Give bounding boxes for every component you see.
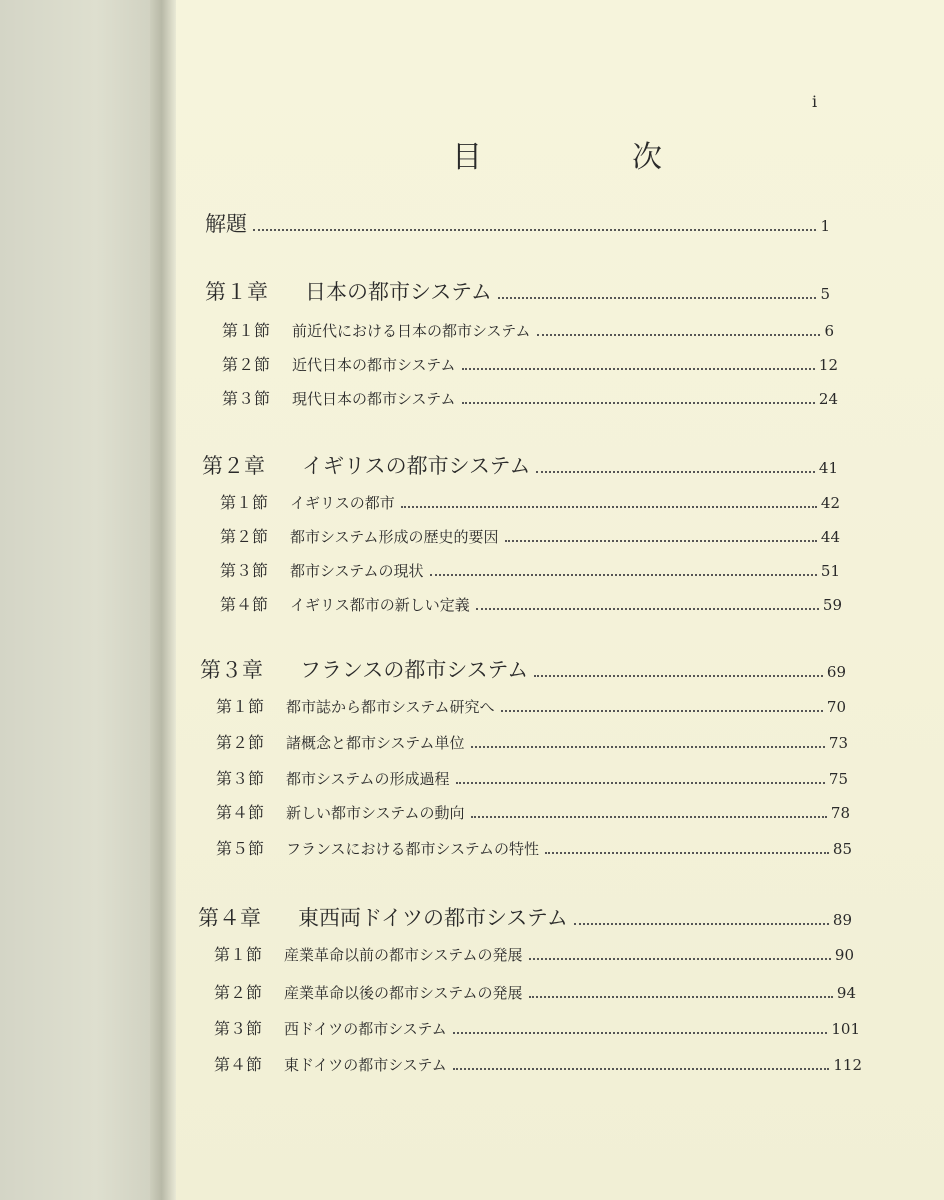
section-page: 75	[828, 770, 848, 788]
page-number: i	[812, 92, 818, 111]
section-number: 第４節	[216, 803, 265, 822]
section-page: 85	[832, 840, 852, 858]
section-title: フランスにおける都市システムの特性	[286, 840, 540, 858]
book-gutter	[150, 0, 176, 1200]
section-row	[216, 694, 846, 717]
section-title: 現代日本の都市システム	[292, 390, 456, 408]
section-title: 東ドイツの都市システム	[284, 1056, 447, 1074]
section-page: 112	[833, 1056, 862, 1074]
chapter-row	[202, 450, 838, 480]
section-number: 第１節	[222, 321, 271, 340]
section-row	[214, 1016, 860, 1039]
section-title: 産業革命以後の都市システムの発展	[284, 984, 523, 1002]
chapter-page: 41	[818, 459, 838, 477]
chapter-page: 89	[832, 911, 852, 929]
dot-leader	[505, 540, 817, 542]
section-number: 第２節	[214, 983, 263, 1002]
section-row	[216, 730, 848, 753]
section-page: 94	[836, 984, 856, 1002]
dot-leader	[534, 675, 823, 677]
section-number: 第１節	[214, 945, 263, 964]
dot-leader	[430, 574, 817, 576]
section-page: 51	[820, 562, 840, 580]
section-number: 第１節	[216, 697, 265, 716]
section-row	[216, 836, 852, 859]
dot-leader	[536, 471, 814, 473]
chapter-row	[198, 902, 852, 932]
section-number: 第３節	[216, 769, 265, 788]
section-title: 都市誌から都市システム研究へ	[286, 698, 495, 716]
dot-leader	[462, 402, 815, 404]
dot-leader	[529, 958, 831, 960]
section-title: 産業革命以前の都市システムの発展	[284, 946, 523, 964]
section-number: 第５節	[216, 839, 265, 858]
dot-leader	[462, 368, 815, 370]
section-row	[220, 592, 842, 615]
section-number: 第４節	[220, 595, 269, 614]
chapter-row	[205, 276, 830, 306]
section-page: 12	[818, 356, 838, 374]
section-title: 都市システム形成の歴史的要因	[290, 528, 499, 546]
dot-leader	[253, 229, 816, 231]
chapter-number: 第１章	[205, 280, 268, 304]
section-row	[222, 352, 838, 375]
section-title: 都市システムの形成過程	[286, 770, 450, 788]
section-page: 78	[830, 804, 850, 822]
section-row	[214, 980, 856, 1003]
dot-leader	[401, 506, 817, 508]
section-page: 90	[834, 946, 854, 964]
section-title: 諸概念と都市システム単位	[286, 734, 465, 752]
section-row	[220, 524, 840, 547]
dot-leader	[501, 710, 823, 712]
section-page: 24	[818, 390, 838, 408]
dot-leader	[476, 608, 819, 610]
section-row	[216, 800, 850, 823]
dot-leader	[545, 852, 829, 854]
section-title: イギリス都市の新しい定義	[290, 596, 470, 614]
dot-leader	[498, 297, 817, 299]
left-page	[0, 0, 160, 1200]
intro-label: 解題	[205, 212, 247, 236]
dot-leader	[529, 996, 833, 998]
section-page: 73	[828, 734, 848, 752]
section-number: 第２節	[222, 355, 271, 374]
section-number: 第２節	[216, 733, 265, 752]
section-row	[220, 490, 840, 513]
chapter-row	[200, 654, 846, 684]
section-row	[216, 766, 848, 789]
section-page: 6	[824, 322, 834, 340]
dot-leader	[456, 782, 825, 784]
dot-leader	[537, 334, 821, 336]
chapter-title: イギリスの都市システム	[302, 454, 531, 478]
section-title: イギリスの都市	[290, 494, 395, 512]
toc-title: 目 次	[452, 140, 722, 175]
section-row	[222, 318, 834, 341]
section-number: 第４節	[214, 1055, 263, 1074]
section-title: 都市システムの現状	[290, 562, 424, 580]
chapter-number: 第３章	[200, 658, 263, 682]
section-row	[214, 942, 854, 965]
dot-leader	[453, 1032, 828, 1034]
section-number: 第３節	[214, 1019, 263, 1038]
chapter-title: フランスの都市システム	[300, 658, 529, 682]
section-title: 西ドイツの都市システム	[284, 1020, 447, 1038]
dot-leader	[471, 746, 825, 748]
intro-page: 1	[820, 217, 830, 235]
chapter-number: 第２章	[202, 454, 265, 478]
section-page: 42	[820, 494, 840, 512]
section-page: 70	[826, 698, 846, 716]
section-page: 101	[831, 1020, 860, 1038]
chapter-number: 第４章	[198, 906, 261, 930]
dot-leader	[471, 816, 827, 818]
section-number: 第１節	[220, 493, 269, 512]
section-page: 59	[822, 596, 842, 614]
section-title: 前近代における日本の都市システム	[292, 322, 531, 340]
section-number: 第２節	[220, 527, 269, 546]
section-row	[222, 386, 838, 409]
section-number: 第３節	[222, 389, 271, 408]
section-row	[214, 1052, 862, 1075]
chapter-title: 日本の都市システム	[305, 280, 492, 304]
chapter-title: 東西両ドイツの都市システム	[298, 906, 568, 930]
chapter-page: 69	[826, 663, 846, 681]
section-number: 第３節	[220, 561, 269, 580]
section-title: 近代日本の都市システム	[292, 356, 456, 374]
toc-intro-row	[205, 208, 830, 238]
dot-leader	[574, 923, 829, 925]
section-page: 44	[820, 528, 840, 546]
dot-leader	[453, 1068, 830, 1070]
section-title: 新しい都市システムの動向	[286, 804, 465, 822]
chapter-page: 5	[820, 285, 830, 303]
section-row	[220, 558, 840, 581]
